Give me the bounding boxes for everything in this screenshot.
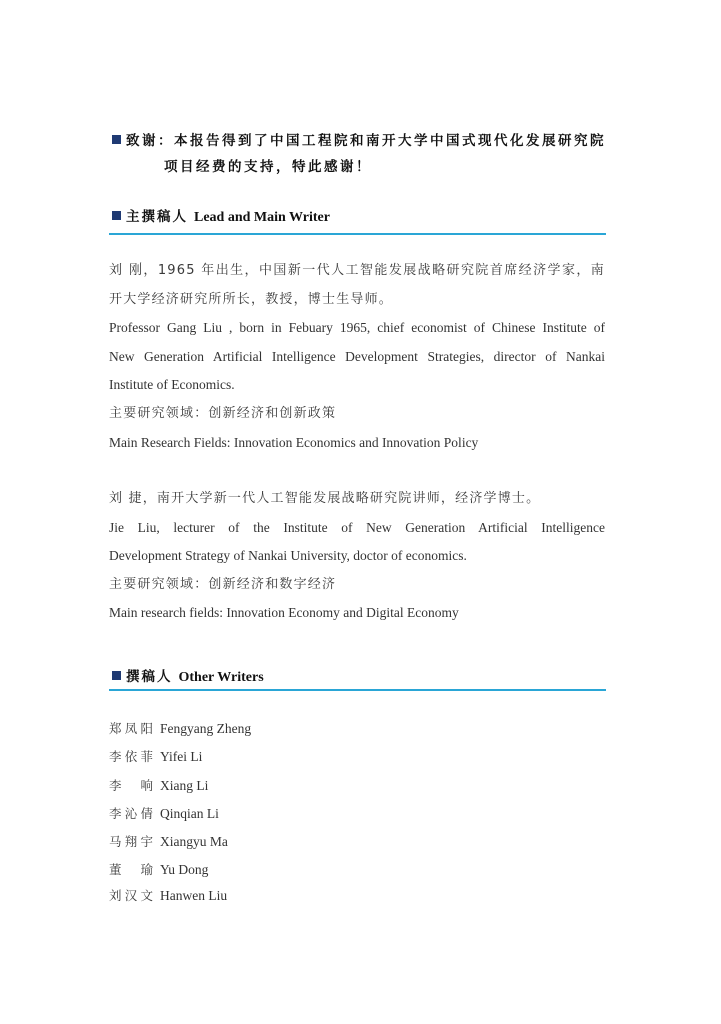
lead-section-heading — [112, 205, 606, 226]
research-fields-en: Main research fields: Innovation Economy and Digital Economy — [109, 605, 459, 621]
acknowledgement-line-2: 项目经费的支持，特此感谢！ — [164, 159, 372, 175]
section-divider — [109, 689, 606, 691]
lead-writer-2-bio — [109, 485, 605, 628]
bio-en-line-2: New Generation Artificial Intelligence Development Strategies, director of Nankai — [109, 348, 605, 364]
bio-en-line-3: Institute of Economics. — [109, 377, 235, 393]
other-section-title-en: Other Writers — [178, 670, 264, 685]
square-bullet-icon — [112, 671, 121, 680]
writer-name-en: Xiang Li — [160, 777, 209, 793]
writer-name-en: Qinqian Li — [160, 805, 219, 821]
bio-zh-line-1: 刘 捷，南开大学新一代人工智能发展战略研究院讲师，经济学博士。 — [109, 491, 541, 506]
bio-en-line-1: Professor Gang Liu , born in Febuary 1965, chief economist of Chinese Institute of — [109, 320, 605, 336]
writer-name-zh: 董 瑜 — [109, 862, 153, 878]
other-writers-list — [109, 715, 409, 907]
acknowledgement-line-1: 致谢：本报告得到了中国工程院和南开大学中国式现代化发展研究院 — [126, 133, 606, 149]
bio-en-line-2: Development Strategy of Nankai University, doctor of economics. — [109, 548, 467, 564]
bio-zh-line-2: 开大学经济研究所所长，教授，博士生导师。 — [109, 291, 394, 307]
writer-name-zh: 刘汉文 — [109, 887, 153, 903]
list-item — [109, 828, 409, 856]
writer-name-en: Yifei Li — [160, 749, 203, 765]
list-item — [109, 772, 409, 800]
other-section-heading — [112, 665, 606, 686]
research-fields-zh: 主要研究领域：创新经济和创新政策 — [109, 405, 337, 421]
writer-name-zh: 郑凤阳 — [109, 721, 153, 736]
research-fields-en: Main Research Fields: Innovation Economics and Innovation Policy — [109, 434, 479, 450]
research-fields-zh: 主要研究领域：创新经济和数字经济 — [109, 576, 337, 592]
writer-name-zh: 马翔宇 — [109, 834, 153, 850]
writer-name-zh: 李依菲 — [109, 749, 153, 765]
list-item — [109, 800, 409, 828]
list-item — [109, 856, 409, 884]
writer-name-zh: 李沁倩 — [109, 805, 153, 821]
lead-writer-1-bio — [109, 257, 605, 457]
list-item — [109, 743, 409, 771]
square-bullet-icon — [112, 211, 121, 220]
writer-name-zh: 李 响 — [109, 777, 153, 793]
other-section-title-zh: 撰稿人 — [126, 669, 173, 685]
acknowledgement — [112, 128, 622, 180]
lead-section-title-en: Lead and Main Writer — [194, 210, 330, 225]
writer-name-en: Yu Dong — [160, 862, 209, 878]
writer-name-en: Fengyang Zheng — [160, 721, 252, 736]
list-item — [109, 715, 409, 743]
writer-name-en: Xiangyu Ma — [160, 834, 228, 850]
writer-name-en: Hanwen Liu — [160, 887, 228, 903]
section-divider — [109, 233, 606, 235]
square-bullet-icon — [112, 135, 121, 144]
list-item — [109, 885, 409, 907]
lead-section-title-zh: 主撰稿人 — [126, 209, 188, 225]
bio-en-line-1: Jie Liu, lecturer of the Institute of New Generation Artificial Intelligence — [109, 519, 605, 535]
bio-zh-line-1: 刘 刚，1965 年出生，中国新一代人工智能发展战略研究院首席经济学家，南 — [109, 263, 605, 278]
